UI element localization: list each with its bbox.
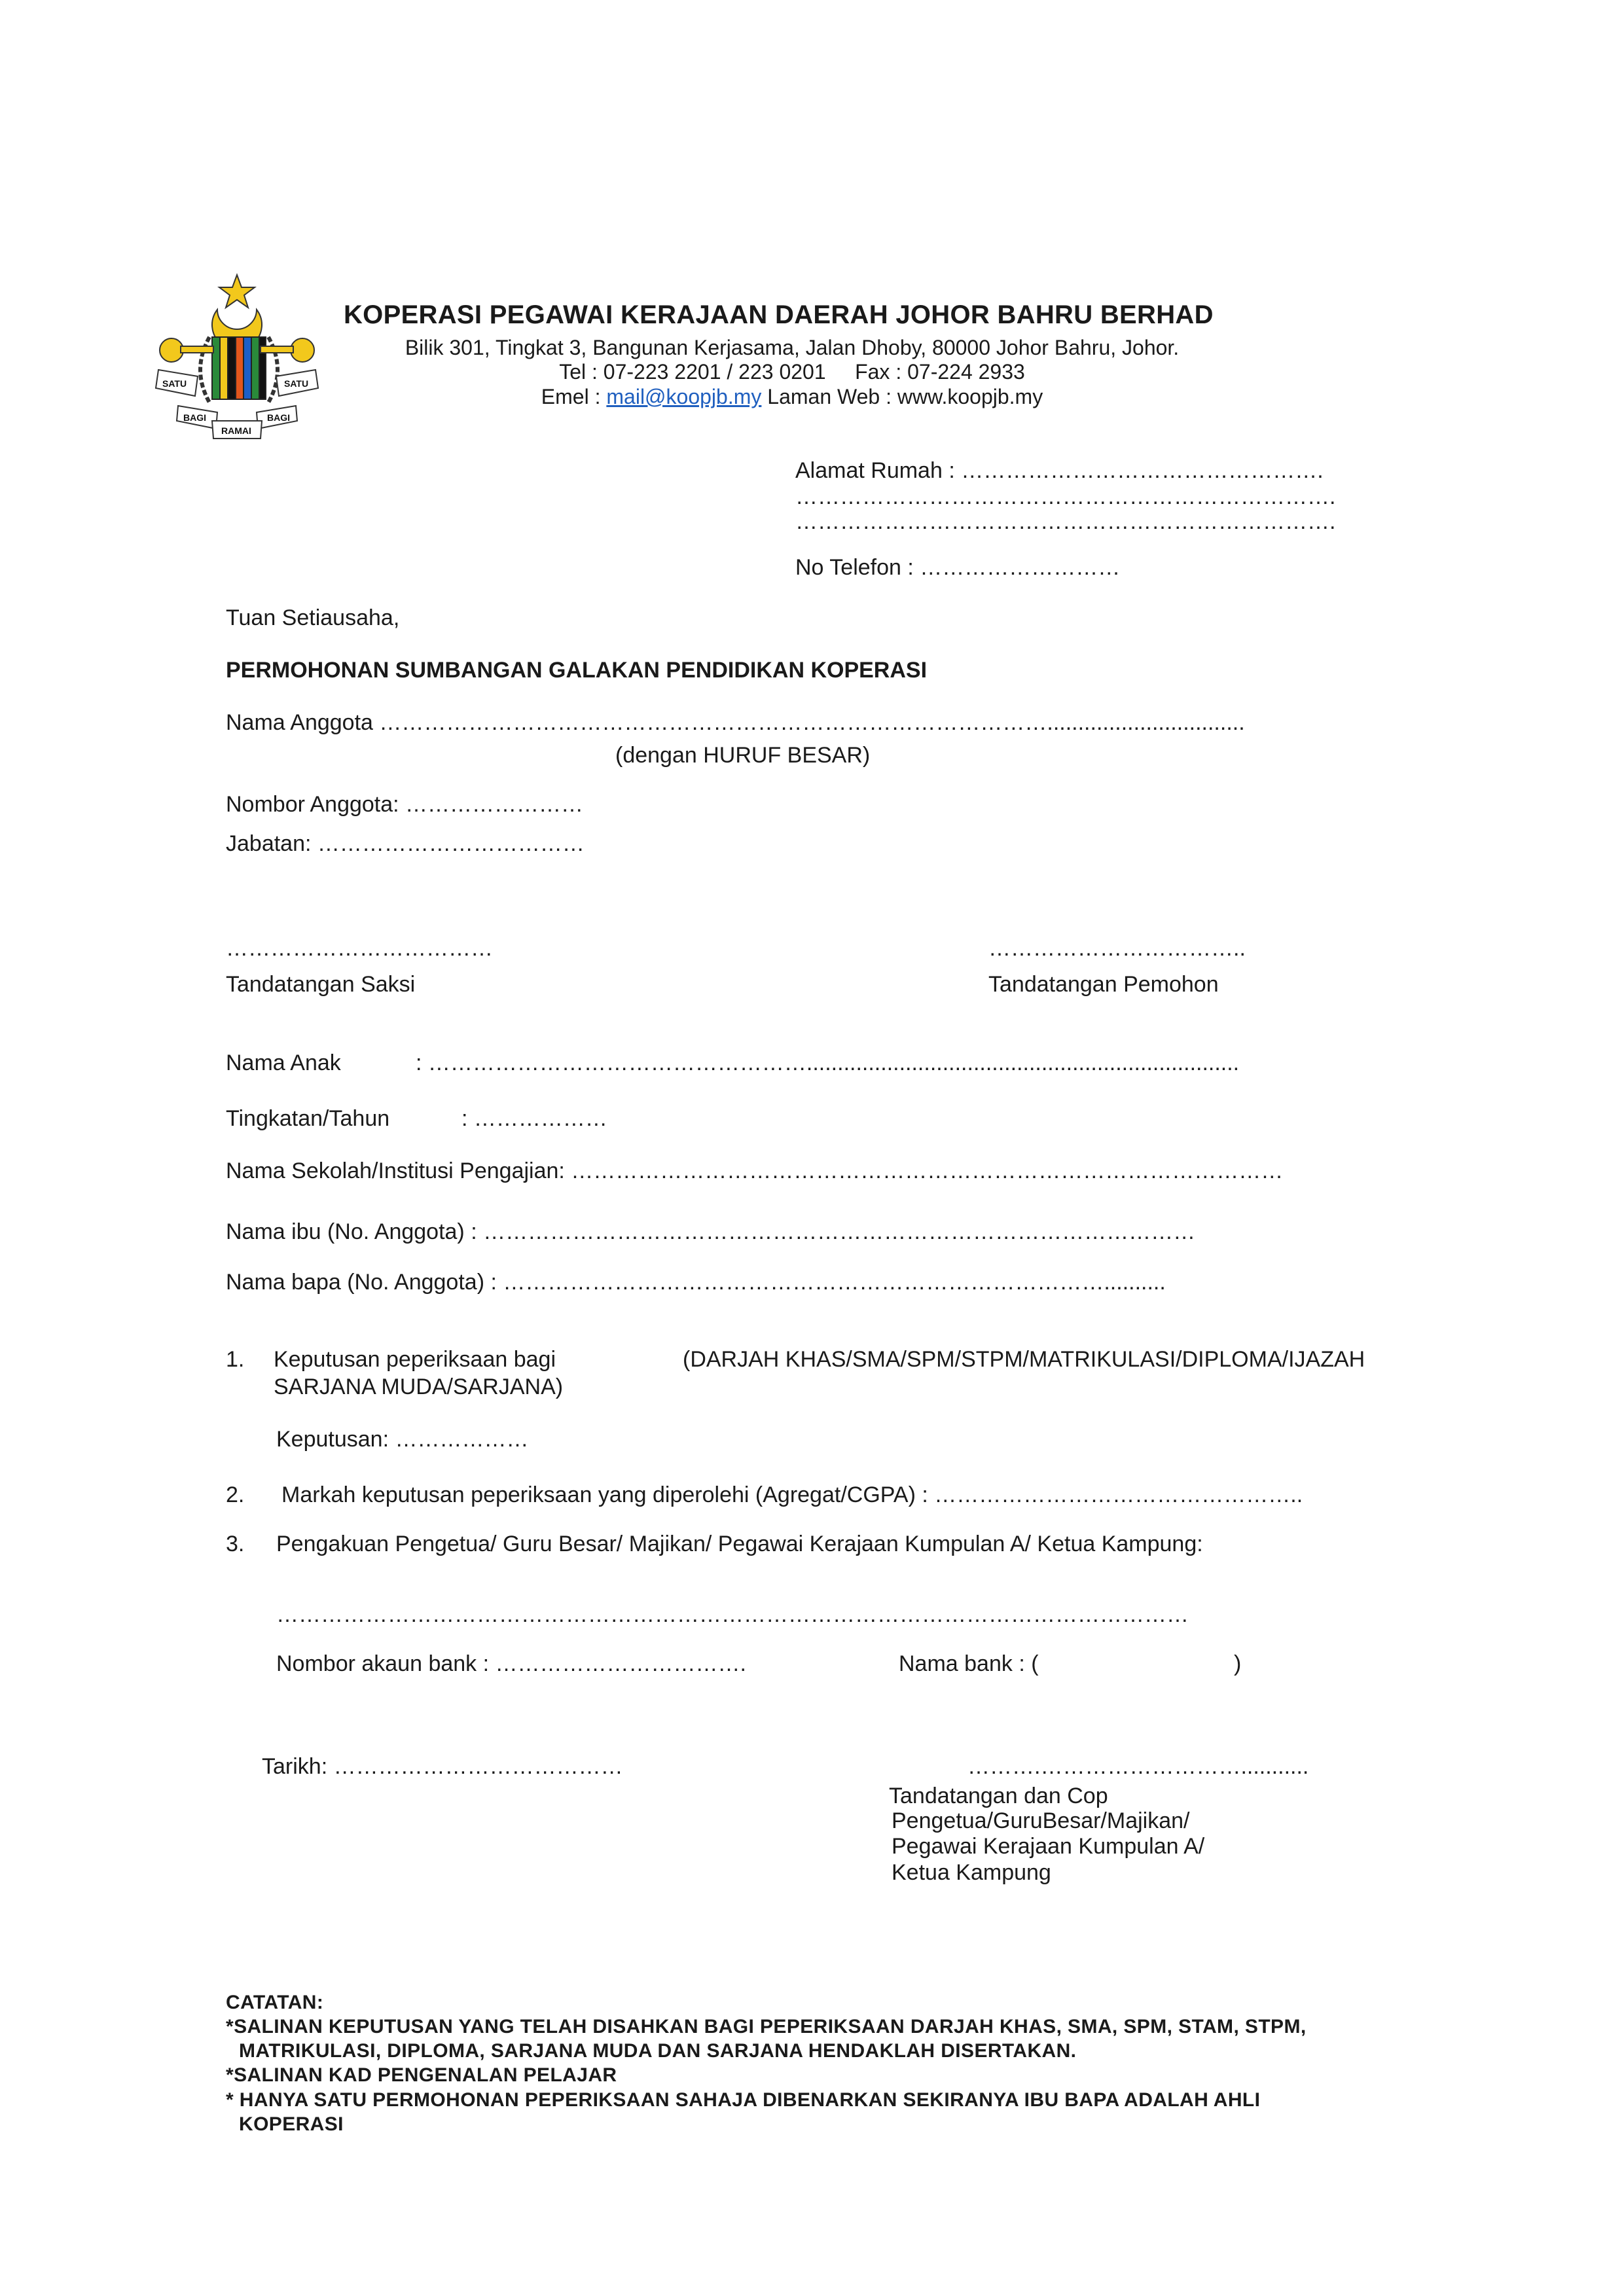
notes-line-3: *SALINAN KAD PENGENALAN PELAJAR <box>226 2064 617 2086</box>
endorsement-dots-line[interactable]: …………………………………………………………………………………………………………… <box>276 1602 1189 1627</box>
email-link[interactable]: mail@koopjb.my <box>606 385 762 408</box>
department-field[interactable]: Jabatan: ……………………………… <box>226 831 585 856</box>
website-text: Laman Web : www.koopjb.my <box>767 385 1043 408</box>
cooperative-emblem-icon <box>152 272 322 445</box>
grade-field[interactable]: : ……………… <box>461 1106 607 1131</box>
notes-line-2: MATRIKULASI, DIPLOMA, SARJANA MUDA DAN SARJANA HENDAKLAH DISERTAKAN. <box>239 2040 1077 2062</box>
grade-label: Tingkatan/Tahun <box>226 1106 390 1131</box>
item-1-text-line-2: SARJANA MUDA/SARJANA) <box>274 1374 564 1399</box>
item-2-number: 2. <box>226 1482 245 1507</box>
notes-line-1: *SALINAN KEPUTUSAN YANG TELAH DISAHKAN BAGI PEPERIKSAAN DARJAH KHAS, SMA, SPM, STAM, STPM, <box>226 2016 1307 2037</box>
result-field[interactable]: Keputusan: ……………… <box>276 1427 529 1452</box>
child-name-label: Nama Anak <box>226 1050 341 1075</box>
salutation: Tuan Setiausaha, <box>226 605 400 630</box>
home-address-field[interactable]: Alamat Rumah : …………………………………………. <box>795 458 1324 483</box>
bank-name-close: ) <box>1234 1651 1242 1676</box>
notes-heading: CATATAN: <box>226 1992 324 2013</box>
applicant-signature-line[interactable]: …………………………….. <box>988 936 1246 961</box>
organization-email-web <box>367 385 1218 409</box>
ribbon-text-bottom-left: BAGI <box>183 412 206 423</box>
ribbon-text-bottom: RAMAI <box>221 425 251 436</box>
bank-account-field[interactable]: Nombor akaun bank : ……………………………. <box>276 1651 746 1676</box>
email-label: Emel : <box>541 385 601 408</box>
endorser-title-line-2: Pengetua/GuruBesar/Majikan/ <box>892 1808 1190 1833</box>
endorser-signature-line[interactable]: ……….………………………........... <box>967 1754 1309 1779</box>
organization-address: Bilik 301, Tingkat 3, Bangunan Kerjasama, Jalan Dhoby, 80000 Johor Bahru, Johor. <box>405 336 1180 359</box>
notes-line-5: KOPERASI <box>239 2113 344 2135</box>
endorser-signature-label: Tandatangan dan Cop <box>889 1784 1108 1808</box>
member-name-hint: (dengan HURUF BESAR) <box>615 743 871 768</box>
member-name-field[interactable]: Nama Anggota ………………………………………………………………………………................................ <box>226 710 1245 735</box>
member-number-field[interactable]: Nombor Anggota: …………………… <box>226 792 584 817</box>
school-field[interactable]: Nama Sekolah/Institusi Pengajian: …………………………………………………………………………………… <box>226 1158 1284 1183</box>
item-1-number: 1. <box>226 1347 245 1372</box>
bank-name-field[interactable]: Nama bank : ( <box>899 1651 1039 1676</box>
organization-contact: Tel : 07-223 2201 / 223 0201 Fax : 07-224 2933 <box>559 360 1025 384</box>
child-name-field[interactable]: : ……………………………………………...................................................................... <box>416 1050 1240 1075</box>
item-1-options: (DARJAH KHAS/SMA/SPM/STPM/MATRIKULASI/DIPLOMA/IJAZAH <box>683 1347 1365 1372</box>
organization-name: KOPERASI PEGAWAI KERAJAAN DAERAH JOHOR BAHRU BERHAD <box>344 300 1214 329</box>
date-field[interactable]: Tarikh: ………………………………… <box>262 1754 623 1779</box>
item-3-number: 3. <box>226 1532 245 1556</box>
witness-signature-line[interactable]: ……………………………… <box>226 936 493 961</box>
mother-field[interactable]: Nama ibu (No. Anggota) : …………………………………………………………………………………… <box>226 1219 1196 1244</box>
applicant-signature-label: Tandatangan Pemohon <box>988 972 1219 997</box>
form-title: PERMOHONAN SUMBANGAN GALAKAN PENDIDIKAN KOPERASI <box>226 658 928 683</box>
ribbon-text-left: SATU <box>162 378 187 389</box>
notes-line-4: * HANYA SATU PERMOHONAN PEPERIKSAAN SAHAJA DIBENARKAN SEKIRANYA IBU BAPA ADALAH AHLI <box>226 2089 1261 2111</box>
phone-field[interactable]: No Telefon : ……………………… <box>795 555 1121 580</box>
father-field[interactable]: Nama bapa (No. Anggota) : ……………………………………………………………………….......... <box>226 1270 1166 1295</box>
endorser-title-line-3: Pegawai Kerajaan Kumpulan A/ <box>892 1834 1205 1859</box>
ribbon-text-bottom-right: BAGI <box>267 412 290 423</box>
ribbon-text-right: SATU <box>284 378 309 389</box>
item-1-text: Keputusan peperiksaan bagi <box>274 1347 556 1372</box>
endorser-title-line-4: Ketua Kampung <box>892 1860 1051 1885</box>
home-address-line-3[interactable]: ………………………………………………………………. <box>795 509 1336 534</box>
witness-signature-label: Tandatangan Saksi <box>226 972 416 997</box>
item-3-text: Pengakuan Pengetua/ Guru Besar/ Majikan/ Pegawai Kerajaan Kumpulan A/ Ketua Kampung: <box>276 1532 1203 1556</box>
marks-field[interactable]: Markah keputusan peperiksaan yang diperolehi (Agregat/CGPA) : ………………………………………….. <box>281 1482 1303 1507</box>
home-address-line-2[interactable]: ………………………………………………………………. <box>795 484 1336 509</box>
